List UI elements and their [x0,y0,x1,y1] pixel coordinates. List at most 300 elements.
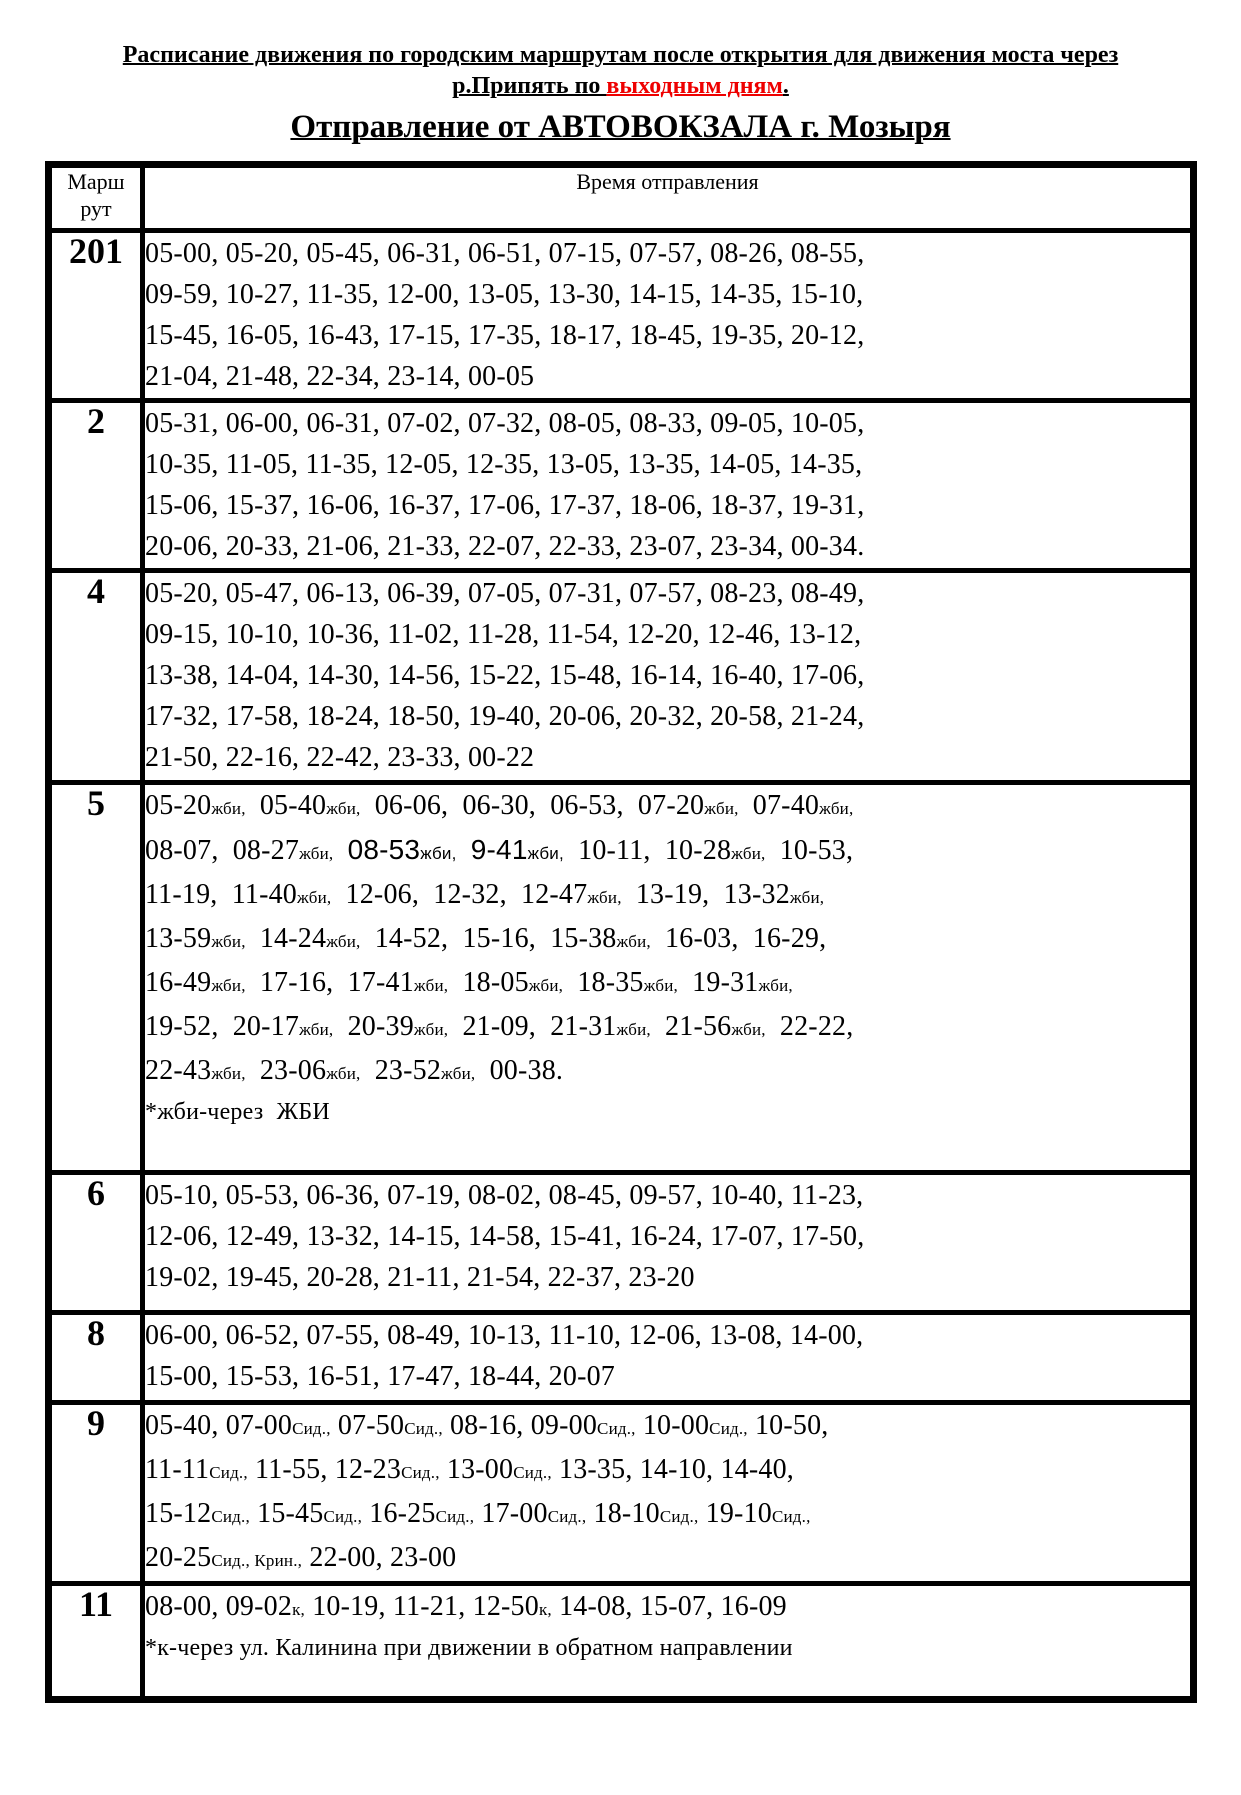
departure-time: 17-15, [387,320,461,351]
departure-time: 08-02, [467,1180,542,1211]
departure-time: 17-35, [467,320,542,351]
time-suffix: жби, [527,844,564,863]
departure-time: 05-10, [145,1180,219,1211]
departure-time: 11-21, [392,1591,466,1622]
departure-time: 08-07, [145,835,219,866]
departure-time: 16-06, [306,490,380,521]
departure-time: 21-09, [462,1011,536,1042]
departure-time: 23-07, [629,531,703,562]
departure-time: 18-06, [629,490,703,521]
departure-time: 12-35, [465,449,540,480]
departure-time: 05-20, [225,238,300,269]
departure-time: 07-31, [548,578,623,609]
departure-time: 09-02к, [225,1591,305,1622]
departure-time: 20-25Сид., Крин., [145,1542,303,1573]
departure-time: 07-40жби, [752,790,854,821]
departure-time: 07-57, [629,238,703,269]
departure-time: 20-32, [629,701,703,732]
departure-time: 17-58, [225,701,300,732]
departure-times [143,1403,1194,1584]
departure-time: 10-36, [306,619,380,650]
departure-time: 20-06, [145,531,219,562]
time-suffix: Сид., [435,1507,475,1526]
departure-time: 16-14, [629,660,703,691]
departure-time: 15-06, [145,490,219,521]
departure-times [143,783,1194,1173]
departure-time: 15-07, [639,1591,714,1622]
departure-time: 09-59, [145,279,219,310]
time-suffix: к, [292,1600,305,1619]
departure-time: 18-37, [710,490,784,521]
departure-time: 19-40, [467,701,542,732]
departure-time: 16-29, [752,923,827,954]
departure-time: 16-05, [225,320,300,351]
route-column-header [49,165,143,231]
departure-time: 08-27жби, [232,835,334,866]
departure-time: 13-12, [787,619,862,650]
departure-time: 05-40жби, [259,790,361,821]
departure-time: 19-52, [145,1011,219,1042]
time-suffix: жби, [704,799,739,818]
departure-time: 06-53, [550,790,624,821]
departure-time: 16-40, [710,660,784,691]
departure-time: 20-12, [790,320,865,351]
departure-time: 14-35, [788,449,863,480]
table-row-route-11 [49,1584,1194,1700]
time-suffix: Сид., [513,1463,552,1482]
time-suffix: жби, [211,932,246,951]
document-title [0,40,1241,102]
route-number: 9 [49,1403,143,1584]
time-suffix: Сид., [771,1507,811,1526]
departure-time: 17-06, [467,490,542,521]
departure-time: 11-40жби, [231,879,332,910]
departure-time: 06-36, [306,1180,380,1211]
departure-time: 13-38, [145,660,219,691]
departure-time: 12-23Сид., [334,1454,440,1485]
time-suffix: Сид., [211,1507,250,1526]
time-suffix: жби, [413,976,449,995]
departure-time: 15-22, [467,660,542,691]
time-suffix: жби, [731,844,766,863]
departure-time: 20-07 [548,1361,615,1392]
departure-time: 14-30, [306,660,380,691]
departure-time: 14-52, [374,923,449,954]
departure-time: 22-34, [306,361,380,392]
departure-time: 08-16, [449,1410,524,1441]
departure-time: 06-31, [387,238,461,269]
departure-time: 14-40, [720,1454,794,1485]
time-suffix: Сид., [209,1463,248,1482]
departure-time: 18-10Сид., [593,1498,699,1529]
departure-time: 11-10, [548,1320,622,1351]
departure-time: 20-39жби, [347,1011,449,1042]
highlighted-text: выходным дням [606,73,783,99]
departure-time: 11-35, [306,279,379,310]
departure-time: 10-19, [312,1591,386,1622]
departure-time: 06-52, [225,1320,300,1351]
departure-time: 13-05, [466,279,541,310]
departure-time: 15-41, [548,1221,623,1252]
time-suffix: Сид., [659,1507,699,1526]
subtitle-text: Отправление от АВТОВОКЗАЛА г. Мозыря [290,109,951,145]
departure-time: 13-32, [306,1221,380,1252]
time-suffix: жби, [616,932,651,951]
departure-time: 06-39, [387,578,461,609]
departure-time: 18-44, [467,1361,542,1392]
departure-time: 16-24, [629,1221,703,1252]
departure-time: 10-11, [578,835,651,866]
departure-time: 19-10Сид., [705,1498,811,1529]
departure-time: 17-32, [145,701,219,732]
departure-time: 22-37, [547,1262,622,1293]
departure-time: 16-09 [720,1591,787,1622]
time-suffix: жби, [299,844,334,863]
departure-time: 07-32, [467,408,542,439]
time-suffix: к, [538,1600,552,1619]
departure-time: 10-27, [225,279,300,310]
time-suffix: Сид., [292,1419,331,1438]
departure-time: 15-12Сид., [145,1498,250,1529]
departure-time: 12-47жби, [521,879,622,910]
departure-time: 05-53, [225,1180,300,1211]
departure-time: 22-42, [306,742,380,773]
departure-time: 07-15, [548,238,623,269]
departure-time: 05-20жби, [145,790,246,821]
departure-time: 05-31, [145,408,219,439]
table-row-route-2 [49,401,1194,571]
time-suffix: жби, [528,976,564,995]
departure-time: 19-31жби, [692,967,793,998]
departure-time: 18-05жби, [462,967,564,998]
departure-time: 22-22, [779,1011,854,1042]
departure-time: 05-47, [225,578,300,609]
departure-time: 08-33, [629,408,703,439]
departure-time: 21-24, [790,701,865,732]
time-suffix: жби, [587,888,622,907]
departure-time: 23-06жби, [259,1055,361,1086]
departure-time: 21-33, [387,531,461,562]
route-number: 8 [49,1313,143,1403]
departure-time: 16-49жби, [145,967,246,998]
schedule-table [45,161,1197,1703]
departure-time: 06-00, [145,1320,219,1351]
departure-time: 23-52жби, [374,1055,476,1086]
time-suffix: жби, [643,976,678,995]
departure-time: 21-11, [387,1262,460,1293]
departure-time: 14-04, [225,660,300,691]
time-suffix: жби, [326,1064,361,1083]
departure-time: 13-30, [547,279,622,310]
departure-time: 13-35, [559,1454,633,1485]
departure-time: 10-40, [710,1180,784,1211]
departure-time: 23-14, [387,361,461,392]
departure-time: 07-57, [629,578,703,609]
departure-time: 05-20, [145,578,219,609]
departure-time: 14-00, [789,1320,864,1351]
departure-time: 12-06, [628,1320,702,1351]
departure-time: 11-23, [790,1180,864,1211]
departure-time: 14-15, [628,279,702,310]
schedule-table-body [49,231,1194,1700]
departure-time: 17-41жби, [347,967,449,998]
departure-time: 00-34. [790,531,865,562]
departure-time: 14-08, [559,1591,633,1622]
departure-times [143,1313,1194,1403]
departure-time: 12-50к, [472,1591,552,1622]
departure-time: 11-28, [466,619,540,650]
departure-time: 18-17, [548,320,623,351]
departure-time: 20-28, [306,1262,380,1293]
route-number: 2 [49,401,143,571]
departure-time: 18-35жби, [577,967,678,998]
departure-time: 21-06, [306,531,380,562]
table-row-route-9 [49,1403,1194,1584]
time-suffix: жби, [819,799,854,818]
time-suffix: жби, [420,844,457,863]
departure-time: 10-13, [467,1320,542,1351]
times-column-header: Время отправления [143,165,1194,231]
departure-time: 07-00Сид., [225,1410,331,1441]
departure-time: 17-16, [259,967,334,998]
departure-time: 13-08, [709,1320,783,1351]
schedule-document [0,40,1241,1795]
departure-time: 18-24, [306,701,380,732]
departure-time: 08-53жби, [347,834,457,865]
departure-time: 12-20, [626,619,700,650]
departure-time: 08-05, [548,408,623,439]
departure-time: 16-51, [306,1361,380,1392]
departure-time: 19-45, [225,1262,300,1293]
departure-time: 07-50Сид., [337,1410,443,1441]
route-number: 5 [49,783,143,1173]
time-suffix: жби, [413,1020,449,1039]
time-suffix: Сид., [547,1507,587,1526]
departure-time: 21-54, [466,1262,541,1293]
departure-time: 09-00Сид., [530,1410,636,1441]
departure-time: 22-43жби, [145,1055,246,1086]
departure-times [143,231,1194,401]
departure-time: 10-00Сид., [642,1410,748,1441]
departure-time: 16-25Сид., [369,1498,475,1529]
departure-time: 05-40, [145,1410,219,1441]
departure-time: 08-00, [145,1591,219,1622]
departure-time: 13-19, [635,879,710,910]
departure-time: 00-38. [489,1055,564,1086]
table-row-route-4 [49,571,1194,783]
title-line1: Расписание движения по городским маршрутам после открытия для движения моста через [122,42,1119,68]
departure-time: 13-32жби, [723,879,825,910]
departure-time: 16-03, [665,923,739,954]
route-number: 11 [49,1584,143,1700]
departure-time: 21-48, [225,361,300,392]
departure-time: 19-35, [710,320,784,351]
route-header-line1: Марш [67,169,125,194]
time-suffix: Сид., [401,1463,440,1482]
departure-time: 22-16, [225,742,300,773]
departure-time: 10-50, [754,1410,829,1441]
departure-time: 23-20 [628,1262,695,1293]
departure-time: 10-10, [225,619,300,650]
departure-time: 15-37, [225,490,300,521]
departure-time: 20-58, [710,701,784,732]
route-number: 201 [49,231,143,401]
departure-time: 06-51, [467,238,542,269]
departure-time: 07-55, [306,1320,380,1351]
departure-time: 09-15, [145,619,219,650]
departure-time: 08-45, [548,1180,623,1211]
departure-time: 21-50, [145,742,219,773]
departure-time: 14-24жби, [259,923,361,954]
departure-time: 15-45Сид., [257,1498,363,1529]
departure-time: 17-07, [710,1221,784,1252]
departure-time: 15-48, [548,660,623,691]
time-suffix: жби, [211,976,246,995]
departure-time: 17-06, [790,660,865,691]
departure-time: 15-16, [462,923,536,954]
departure-time: 09-57, [629,1180,703,1211]
departure-time: 08-55, [790,238,865,269]
departure-time: 21-04, [145,361,219,392]
departure-time: 20-06, [548,701,623,732]
departure-time: 15-10, [789,279,864,310]
time-suffix: жби, [299,1020,334,1039]
departure-time: 13-05, [546,449,621,480]
departure-time: 06-00, [225,408,300,439]
departure-time: 08-49, [387,1320,461,1351]
departure-time: 09-05, [710,408,784,439]
departure-time: 19-02, [145,1262,219,1293]
route-note: *жби-через ЖБИ [145,1099,330,1125]
departure-time: 20-33, [225,531,300,562]
departure-times [143,571,1194,783]
departure-time: 00-22 [467,742,535,773]
time-suffix: Сид., [597,1419,636,1438]
table-header-row [49,165,1194,231]
table-row-route-8 [49,1313,1194,1403]
departure-time: 07-19, [387,1180,461,1211]
time-suffix: жби, [441,1064,476,1083]
departure-time: 06-13, [306,578,380,609]
departure-time: 11-54, [546,619,620,650]
departure-times [143,401,1194,571]
time-suffix: жби, [211,799,246,818]
departure-time: 12-32, [433,879,507,910]
departure-time: 14-56, [387,660,461,691]
departure-time: 12-00, [386,279,460,310]
departure-time: 06-30, [462,790,536,821]
time-suffix: жби, [758,976,793,995]
title-line2-prefix: р.Припять по [452,73,607,99]
time-suffix: жби, [211,1064,246,1083]
departure-time: 17-00Сид., [481,1498,587,1529]
departure-time: 22-07, [467,531,542,562]
departure-time: 10-28жби, [664,835,766,866]
departure-time: 14-35, [709,279,783,310]
departure-time: 21-56жби, [665,1011,766,1042]
time-suffix: жби, [297,888,332,907]
departure-time: 13-00Сид., [446,1454,552,1485]
departure-time: 12-49, [225,1221,300,1252]
document-subtitle [0,107,1241,147]
departure-time: 15-00, [145,1361,219,1392]
departure-time: 06-06, [374,790,449,821]
time-suffix: жби, [789,888,825,907]
departure-time: 11-05, [225,449,299,480]
route-number: 4 [49,571,143,783]
time-suffix: жби, [326,932,361,951]
departure-time: 10-53, [779,835,854,866]
departure-time: 16-37, [387,490,461,521]
departure-time: 11-35, [305,449,378,480]
departure-time: 16-43, [306,320,380,351]
departure-time: 9-41жби, [470,834,564,865]
departure-time: 05-00, [145,238,219,269]
departure-time: 13-59жби, [145,923,246,954]
departure-times [143,1584,1194,1700]
departure-time: 00-05 [467,361,535,392]
departure-time: 10-35, [145,449,219,480]
time-suffix: жби, [731,1020,766,1039]
departure-time: 18-50, [387,701,461,732]
time-suffix: Сид., Крин., [211,1551,303,1570]
departure-time: 07-02, [387,408,461,439]
time-suffix: жби, [616,1020,651,1039]
departure-time: 12-05, [385,449,459,480]
departure-time: 23-34, [710,531,784,562]
departure-time: 08-23, [710,578,784,609]
departure-time: 14-10, [639,1454,714,1485]
time-suffix: Сид., [323,1507,363,1526]
departure-time: 14-58, [467,1221,542,1252]
departure-time: 12-06, [345,879,420,910]
departure-time: 11-02, [387,619,460,650]
departure-time: 15-45, [145,320,219,351]
route-note: *к-через ул. Калинина при движении в обратном направлении [145,1635,793,1661]
route-header-line2: рут [80,196,112,221]
departure-time: 11-19, [145,879,218,910]
departure-time: 22-00, [309,1542,383,1573]
departure-time: 15-38жби, [550,923,651,954]
departure-time: 17-47, [387,1361,461,1392]
departure-time: 22-33, [548,531,623,562]
departure-time: 06-31, [306,408,380,439]
route-number: 6 [49,1173,143,1313]
departure-time: 11-11Сид., [145,1454,248,1485]
departure-time: 07-20жби, [637,790,739,821]
departure-time: 15-53, [225,1361,300,1392]
departure-time: 08-49, [790,578,865,609]
departure-time: 14-15, [387,1221,461,1252]
departure-time: 18-45, [629,320,703,351]
table-row-route-6 [49,1173,1194,1313]
departure-time: 12-06, [145,1221,219,1252]
departure-time: 14-05, [708,449,782,480]
table-row-route-5 [49,783,1194,1173]
time-suffix: жби, [326,799,361,818]
departure-time: 05-45, [306,238,380,269]
time-suffix: Сид., [709,1419,748,1438]
departure-time: 20-17жби, [232,1011,334,1042]
departure-time: 19-31, [790,490,865,521]
departure-time: 21-31жби, [550,1011,651,1042]
title-line2-suffix: . [782,73,789,99]
table-row-route-201 [49,231,1194,401]
departure-time: 11-55, [255,1454,328,1485]
departure-time: 23-33, [387,742,461,773]
departure-time: 07-05, [467,578,542,609]
departure-time: 12-46, [707,619,781,650]
